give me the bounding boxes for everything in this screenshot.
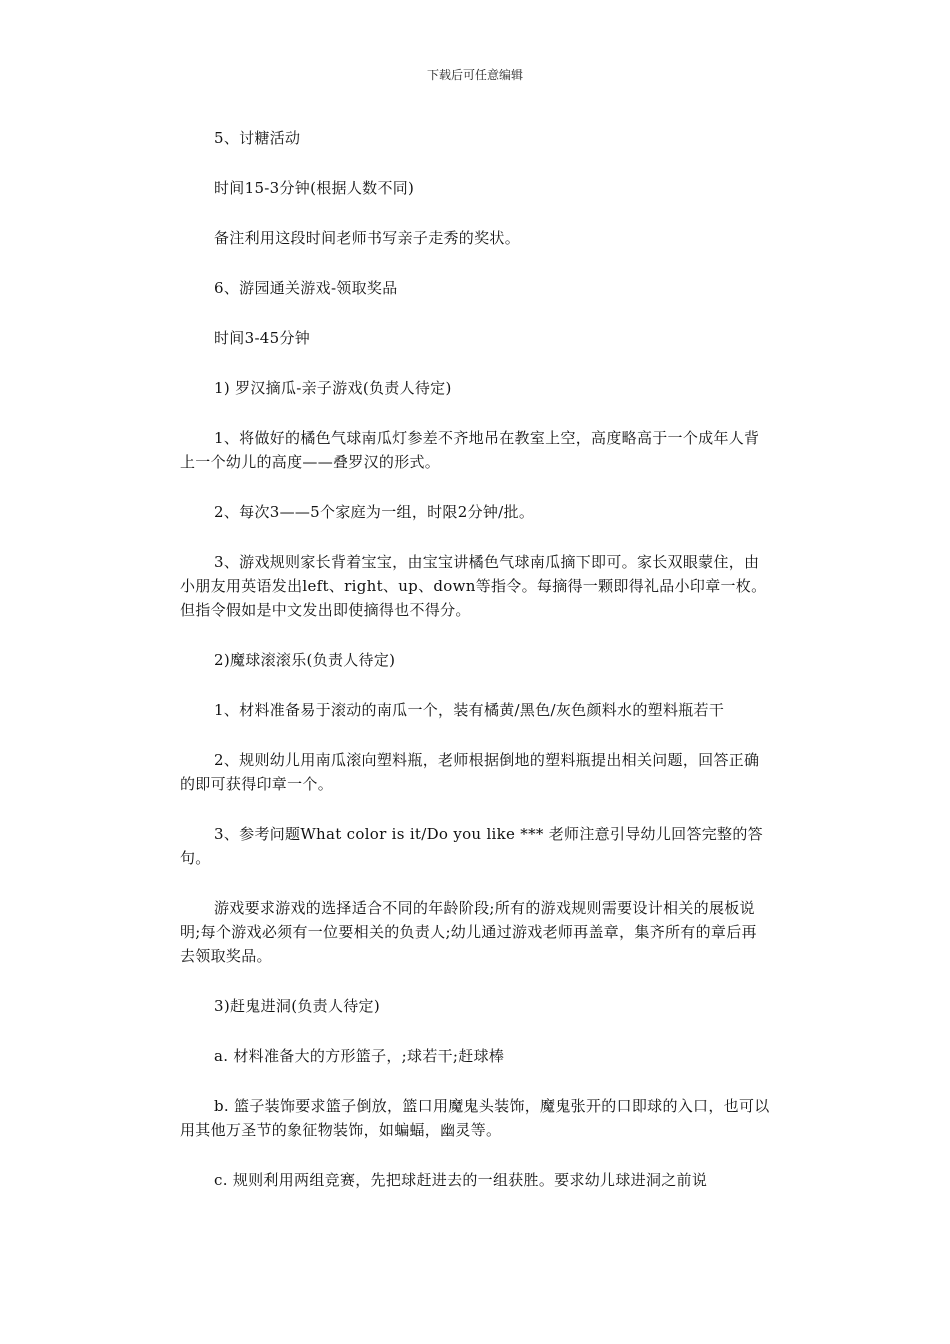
- paragraph: 3、参考问题What color is it/Do you like *** 老师注意引导幼儿回答完整的答句。: [180, 825, 763, 867]
- paragraph: 3、游戏规则家长背着宝宝，由宝宝讲橘色气球南瓜摘下即可。家长双眼蒙住，由小朋友用英语发出left、right、up、down等指令。每摘得一颗即得礼品小印章一枚。但指令假如是中文发出即使摘得也不得分。: [180, 553, 767, 619]
- paragraph: c. 规则利用两组竞赛，先把球赶进去的一组获胜。要求幼儿球进洞之前说: [214, 1171, 708, 1189]
- paragraph: 备注利用这段时间老师书写亲子走秀的奖状。: [214, 229, 521, 247]
- paragraph: 时间15-3分钟(根据人数不同): [214, 179, 415, 197]
- page-header: 下载后可任意编辑: [426, 68, 523, 82]
- paragraph: 游戏要求游戏的选择适合不同的年龄阶段;所有的游戏规则需要设计相关的展板说明;每个游戏必须有一位要相关的负责人;幼儿通过游戏老师再盖章，集齐所有的章后再去领取奖品。: [180, 899, 757, 965]
- paragraph: 3)赶鬼进洞(负责人待定): [214, 997, 381, 1015]
- paragraph: 时间3-45分钟: [214, 329, 311, 347]
- paragraph: 1、材料准备易于滚动的南瓜一个，装有橘黄/黑色/灰色颜料水的塑料瓶若干: [214, 701, 725, 719]
- paragraph: b. 篮子装饰要求篮子倒放，篮口用魔鬼头装饰，魔鬼张开的口即球的入口，也可以用其他万圣节的象征物装饰，如蝙蝠，幽灵等。: [180, 1097, 770, 1139]
- paragraph: 1) 罗汉摘瓜-亲子游戏(负责人待定): [214, 379, 452, 397]
- paragraph: 2)魔球滚滚乐(负责人待定): [214, 651, 396, 669]
- paragraph: 1、将做好的橘色气球南瓜灯参差不齐地吊在教室上空，高度略高于一个成年人背上一个幼儿的高度——叠罗汉的形式。: [180, 429, 760, 471]
- document-body: [180, 126, 772, 1192]
- paragraph: 2、每次3——5个家庭为一组，时限2分钟/批。: [214, 503, 535, 521]
- paragraph: 5、讨糖活动: [214, 129, 301, 147]
- paragraph: a. 材料准备大的方形篮子，;球若干;赶球棒: [214, 1047, 505, 1065]
- paragraph: 6、游园通关游戏-领取奖品: [214, 279, 398, 297]
- paragraph: 2、规则幼儿用南瓜滚向塑料瓶，老师根据倒地的塑料瓶提出相关问题，回答正确的即可获得印章一个。: [180, 751, 760, 793]
